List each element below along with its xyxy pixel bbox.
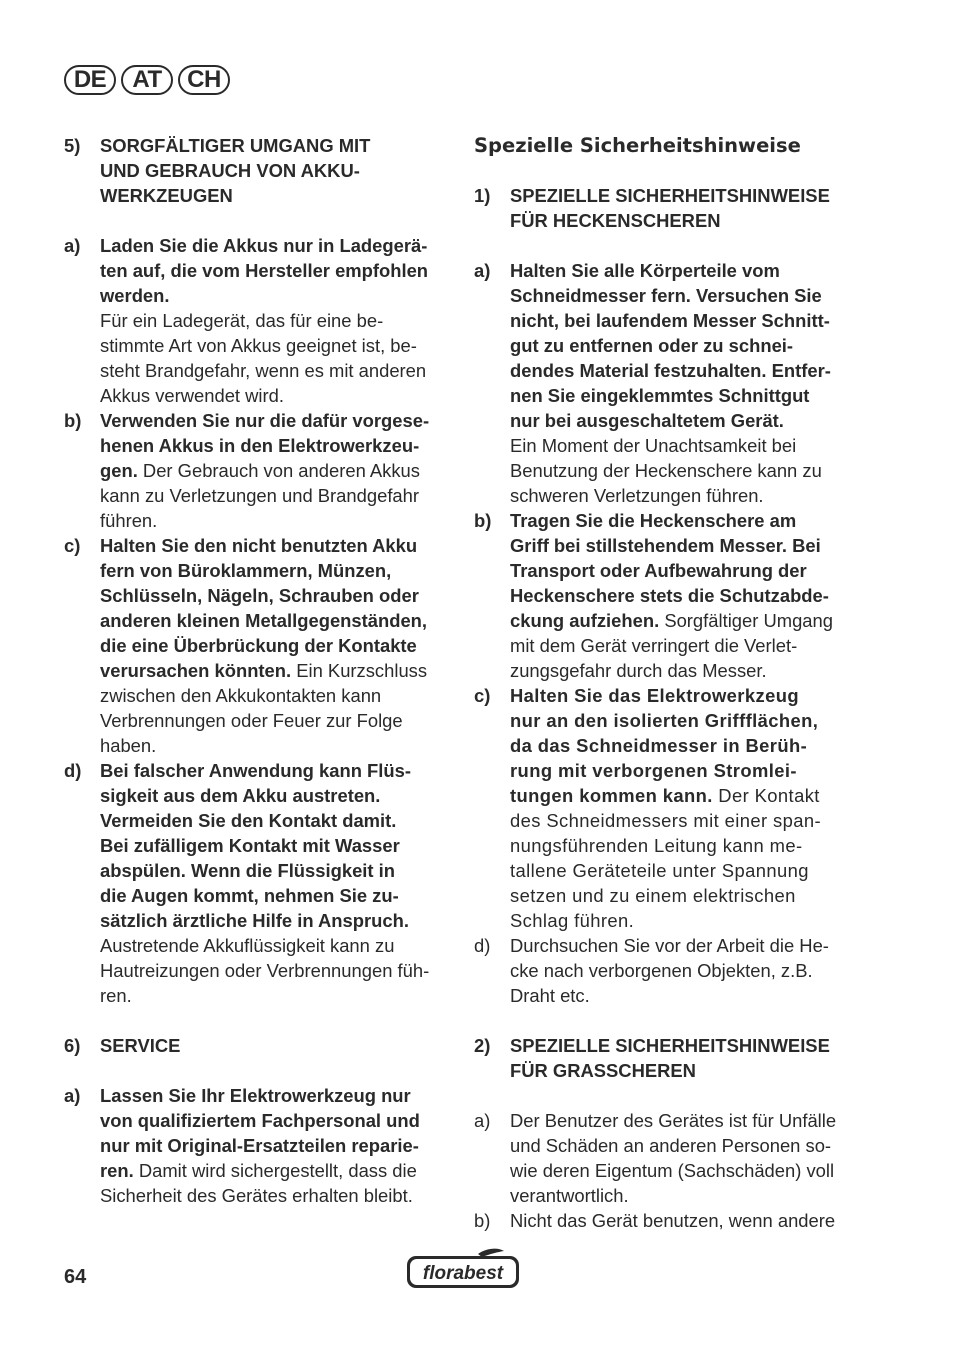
language-badge-de: DE (64, 65, 116, 95)
section-title: Spezielle Sicherheitshinweise (474, 134, 801, 157)
left-column (64, 133, 454, 1208)
list-item-1c: c) Halten Sie das Elektrowerkzeug nur an den isolierten Griffflächen, da das Schneidmesser in Berüh- rung mit verborgenen Stromlei- tungen kommen kann. Der Kontakt des Schneidmessers mit einer span- nungsführenden Leitung kann me- tallene Geräteteile unter Spannung setzen und zu einem elektrischen Schlag führen. (474, 685, 822, 931)
section-1-heading: 1) SPEZIELLE SICHERHEITSHINWEISE FÜR HECKENSCHEREN (474, 185, 830, 231)
section-6-heading: 6) SERVICE (64, 1035, 181, 1056)
page-number: 64 (64, 1266, 87, 1288)
list-item-1d: d) Durchsuchen Sie vor der Arbeit die He- cke nach verborgenen Objekten, z.B. Draht etc. (474, 935, 829, 1006)
list-item-6a: a) Lassen Sie Ihr Elektrowerkzeug nur von qualifiziertem Fachpersonal und nur mit Original-Ersatzteilen reparie- ren. Damit wird sichergestellt, dass die Sicherheit des Gerätes erhalten bleibt. (64, 1085, 420, 1206)
list-item-5a: a) Laden Sie die Akkus nur in Ladegerä- ten auf, die vom Hersteller empfohlen werden. Für ein Ladegerät, das für eine be- stimmte Art von Akkus geeignet ist, be- steht Brandgefahr, wenn es mit anderen Akkus verwendet wird. (64, 235, 429, 406)
list-item-1b: b) Tragen Sie die Heckenschere am Griff bei stillstehendem Messer. Bei Transport oder Aufbewahrung der Heckenschere stets die Schutzabde- ckung aufziehen. Sorgfältiger Umgang mit dem Gerät verringert die Verlet- zungsgefahr durch das Messer. (474, 510, 833, 681)
list-item-5b: b) Verwenden Sie nur die dafür vorgese- henen Akkus in den Elektrowerkzeu- gen. Der Gebrauch von anderen Akkus kann zu Verletzungen und Brandgefahr führen. (64, 410, 430, 531)
list-item-5c: c) Halten Sie den nicht benutzten Akku fern von Büroklammern, Münzen, Schlüsseln, Nägeln, Schrauben oder anderen kleinen Metallgegenständen, die eine Überbrückung der Kontakte verursachen könnten. Ein Kurzschluss zwischen den Akkukontakten kann Verbrennungen oder Feuer zur Folge haben. (64, 535, 428, 756)
list-item-2a: a) Der Benutzer des Gerätes ist für Unfälle und Schäden an anderen Personen so- wie deren Eigentum (Sachschäden) voll verantwortlich. (474, 1110, 837, 1206)
florabest-logo (406, 1248, 520, 1290)
section-2-heading: 2) SPEZIELLE SICHERHEITSHINWEISE FÜR GRASSCHEREN (474, 1035, 830, 1081)
language-badge-at: AT (121, 65, 173, 95)
language-badge-ch: CH (178, 65, 230, 95)
svg-text:florabest: florabest (422, 1263, 504, 1284)
list-item-5d: d) Bei falscher Anwendung kann Flüs- sigkeit aus dem Akku austreten. Vermeiden Sie den Kontakt damit. Bei zufälligem Kontakt mit Wasser abspülen. Wenn die Flüssigkeit in die Augen kommt, nehmen Sie zu- sätzlich ärztliche Hilfe in Anspruch. Austretende Akkuflüssigkeit kann zu Hautreizungen oder Verbrennungen füh- ren. (64, 760, 430, 1006)
language-badges (64, 65, 230, 95)
list-item-1a: a) Halten Sie alle Körperteile vom Schneidmesser fern. Versuchen Sie nicht, bei laufendem Messer Schnitt- gut zu entfernen oder zu schnei- dendes Material festzuhalten. Entfer- nen Sie eingeklemmtes Schnittgut nur bei ausgeschaltetem Gerät. Ein Moment der Unachtsamkeit bei Benutzung der Heckenschere kann zu schweren Verletzungen führen. (474, 260, 831, 506)
right-column (474, 133, 859, 1233)
section-5-heading: 5) SORGFÄLTIGER UMGANG MIT UND GEBRAUCH VON AKKU- WERKZEUGEN (64, 135, 371, 206)
list-item-2b: b) Nicht das Gerät benutzen, wenn andere (474, 1210, 836, 1231)
